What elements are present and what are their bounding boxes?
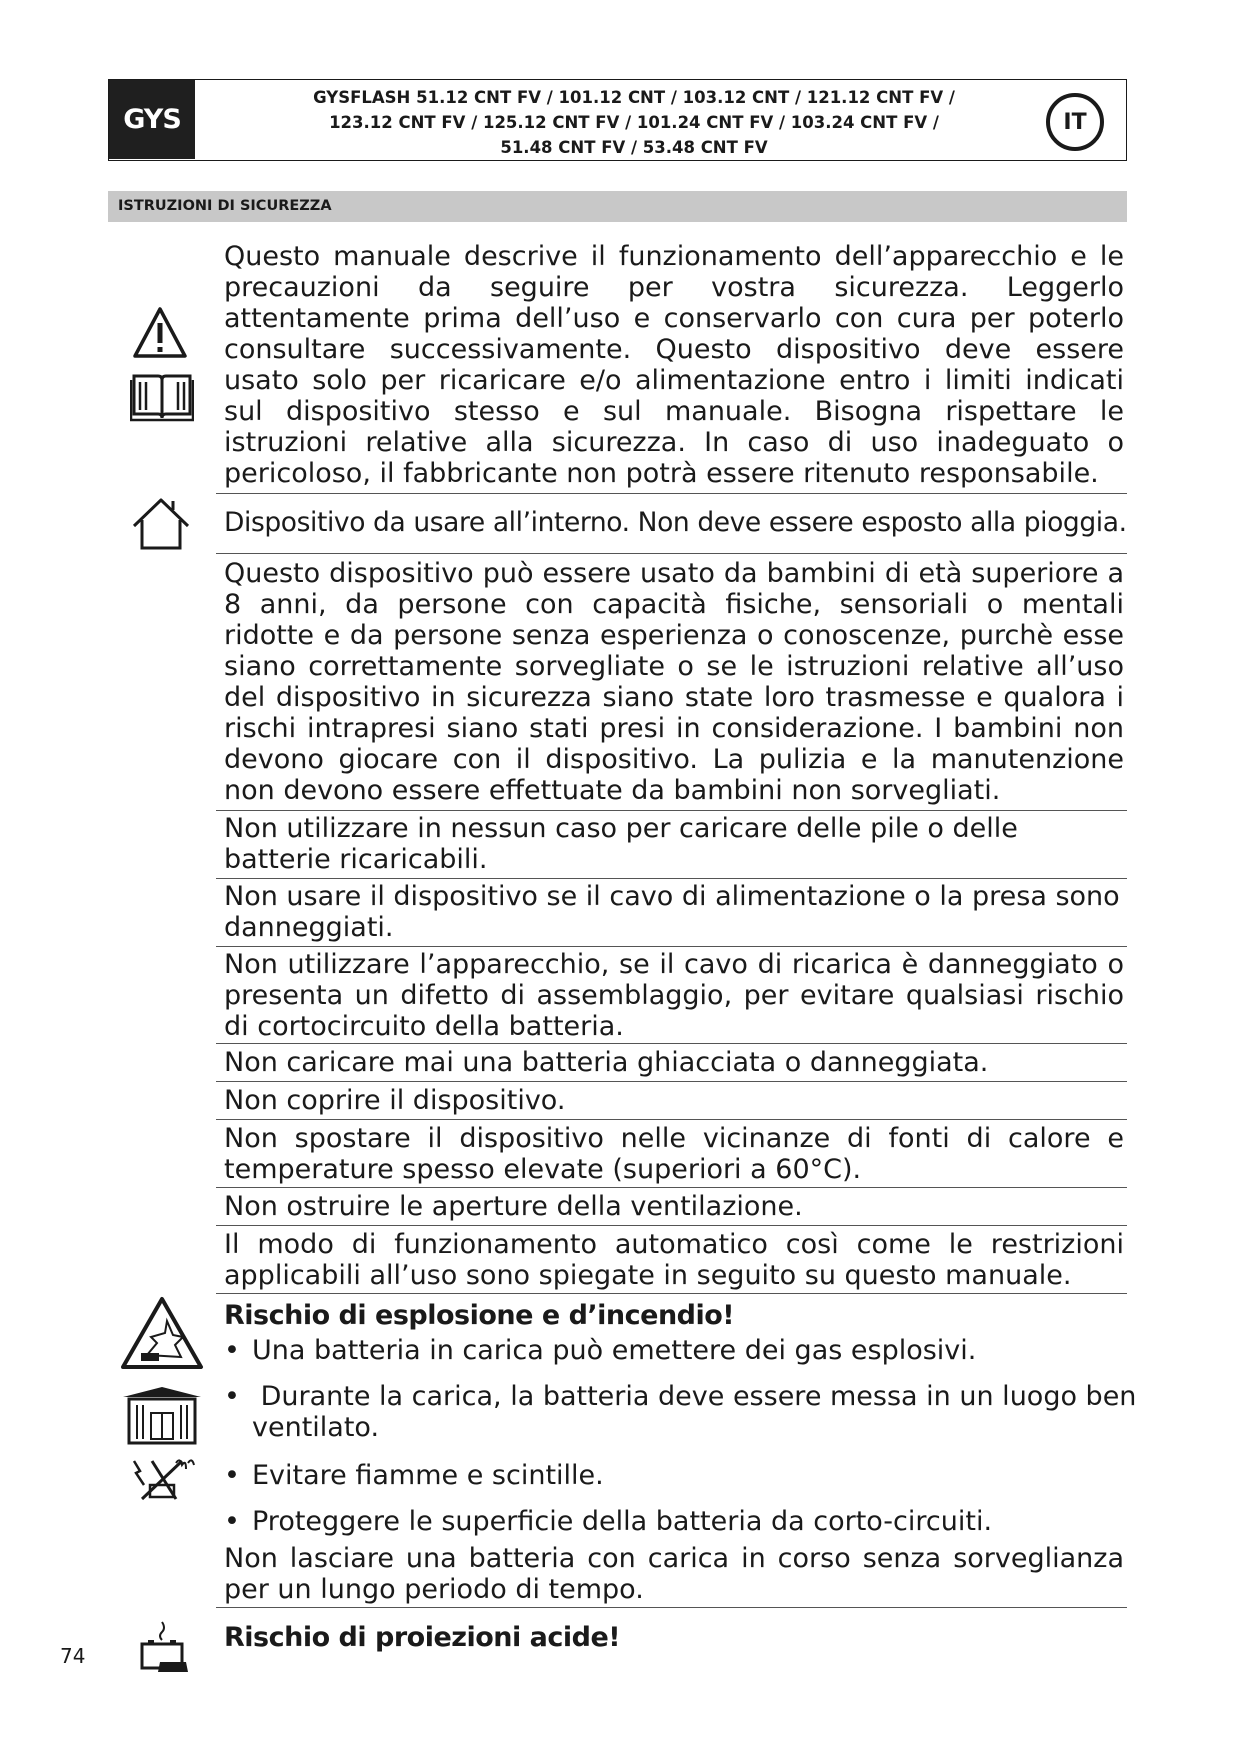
acid-risk-heading: Rischio di proiezioni acide! xyxy=(224,1622,621,1653)
no-charge-cable-paragraph: Non utilizzare l’apparecchio, se il cavo di ricarica è danneggiato o presenta un difetto di assemblaggio, per evitare qualsiasi rischio di cortocircuito della batteria. xyxy=(224,949,1124,1042)
read-manual-icon xyxy=(130,372,194,422)
intro-paragraph: Questo manuale descrive il funzionamento dell’apparecchio e le precauzioni da seguire per vostra sicurezza. Leggerlo attentamente prima dell’uso e conservarlo con cura per poterlo consultare successivamente. Questo dispositivo deve essere usato solo per ricaricare e/o alimentazione entro i limiti indicati sul dispositivo stesso e sul manuale. Bisogna rispettare le istruzioni relative alla sicurezza. In caso di uso inadeguato o pericoloso, il fabbricante non potrà essere ritenuto responsabile. xyxy=(224,241,1124,489)
warning-icon xyxy=(132,306,188,360)
auto-mode-paragraph: Il modo di funzionamento automatico così come le restrizioni applicabili all’uso sono spiegate in seguito su questo manuale. xyxy=(224,1229,1124,1291)
gys-logo: GYS xyxy=(109,80,195,159)
divider xyxy=(216,878,1127,879)
model-list xyxy=(229,85,1039,160)
indoor-house-icon xyxy=(130,496,192,552)
children-paragraph: Questo dispositivo può essere usato da bambini di età superiore a 8 anni, da persone con capacità fisiche, sensoriali o mentali ridotte e da persone senza esperienza o conoscenze, purchè esse siano correttamente sorvegliate o se le istruzioni relative all’uso del dispositivo in sicurezza siano state loro trasmesse e qualora i rischi intrapresi siano stati presi in considerazione. I bambini non devono giocare con il dispositivo. La pulizia e la manutenzione non devono essere effettuate da bambini non sorvegliati. xyxy=(224,558,1124,806)
divider xyxy=(216,1187,1127,1188)
no-frozen-paragraph: Non caricare mai una batteria ghiacciata o danneggiata. xyxy=(224,1047,989,1078)
page-number: 74 xyxy=(60,1644,86,1668)
model-line: 123.12 CNT FV / 125.12 CNT FV / 101.24 CNT FV / 103.24 CNT FV / xyxy=(329,113,939,132)
acid-projection-icon xyxy=(136,1618,192,1676)
divider xyxy=(216,810,1127,811)
bullet-item: • Proteggere le superficie della batteria da corto-circuiti. xyxy=(224,1506,993,1537)
divider xyxy=(216,1119,1127,1120)
no-flames-sparks-icon xyxy=(128,1455,200,1503)
document-header xyxy=(108,79,1127,161)
no-pile-paragraph: Non utilizzare in nessun caso per caricare delle pile o delle batterie ricaricabili. xyxy=(224,813,1018,875)
divider xyxy=(216,1293,1127,1294)
divider xyxy=(216,553,1127,554)
model-line: GYSFLASH 51.12 CNT FV / 101.12 CNT / 103.12 CNT / 121.12 CNT FV / xyxy=(313,88,955,107)
divider xyxy=(216,1225,1127,1226)
bullet-item: • Una batteria in carica può emettere dei gas esplosivi. xyxy=(224,1335,977,1366)
no-heat-paragraph: Non spostare il dispositivo nelle vicinanze di fonti di calore e temperature spesso elevate (superiori a 60°C). xyxy=(224,1123,1124,1185)
bullet-item: • Evitare fiamme e scintille. xyxy=(224,1460,604,1491)
model-line: 51.48 CNT FV / 53.48 CNT FV xyxy=(500,138,768,157)
divider xyxy=(216,1607,1127,1608)
divider xyxy=(216,493,1127,494)
language-badge: IT xyxy=(1046,93,1104,151)
ventilation-icon xyxy=(119,1383,205,1445)
bullet-item: • Durante la carica, la batteria deve essere messa in un luogo ben ventilato. xyxy=(224,1381,1137,1443)
unattended-paragraph: Non lasciare una batteria con carica in corso senza sorveglianza per un lungo periodo di tempo. xyxy=(224,1543,1124,1605)
divider xyxy=(216,1081,1127,1082)
indoor-paragraph: Dispositivo da usare all’interno. Non deve essere esposto alla pioggia. xyxy=(224,507,1127,538)
explosion-risk-heading: Rischio di esplosione e d’incendio! xyxy=(224,1300,735,1331)
no-cover-paragraph: Non coprire il dispositivo. xyxy=(224,1085,566,1116)
explosion-warning-icon xyxy=(119,1295,205,1371)
no-obstruct-paragraph: Non ostruire le aperture della ventilazione. xyxy=(224,1191,803,1222)
divider xyxy=(216,946,1127,947)
section-title: ISTRUZIONI DI SICUREZZA xyxy=(108,191,1127,222)
divider xyxy=(216,1043,1127,1044)
no-cable-paragraph: Non usare il dispositivo se il cavo di alimentazione o la presa sono danneggiati. xyxy=(224,881,1120,943)
